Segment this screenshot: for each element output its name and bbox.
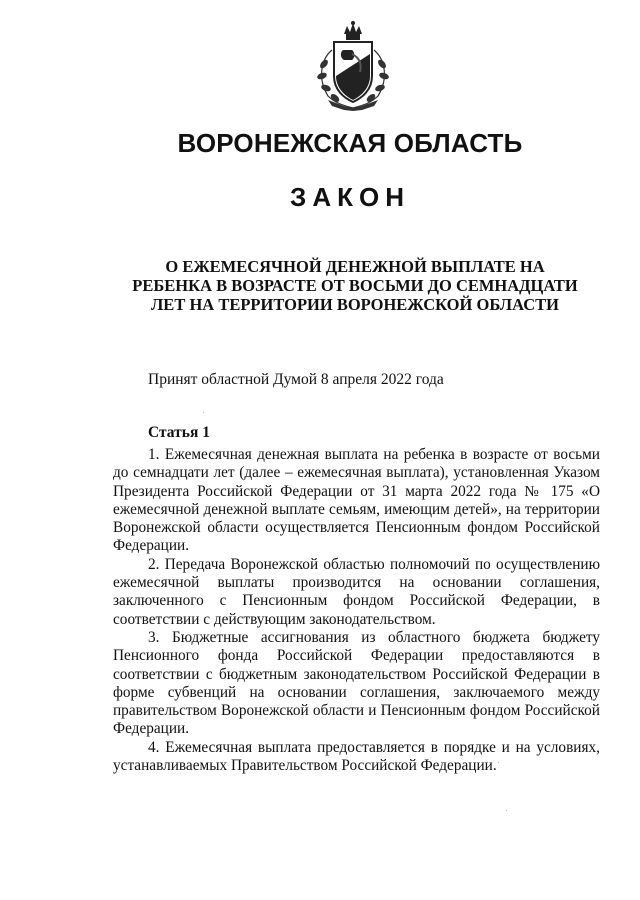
article-paragraph-4: 4. Ежемесячная выплата предоставляется в порядке и на условиях, устанавливаемых Правительством Российской Федерации. xyxy=(113,738,600,775)
article-body xyxy=(113,446,600,775)
scan-speck xyxy=(506,810,507,811)
region-title: ВОРОНЕЖСКАЯ ОБЛАСТЬ xyxy=(177,128,523,158)
adoption-date: Принят областной Думой 8 апреля 2022 года xyxy=(148,371,444,388)
scan-speck xyxy=(498,762,499,763)
article-heading: Статья 1 xyxy=(148,424,210,441)
article-paragraph-3: 3. Бюджетные ассигнования из областного бюджета бюджету Пенсионного фонда Российской Федерации предоставляются в соответствии с бюджетным законодательством Российской Федерации в форме субвенций на основании соглашения, заключаемого между правительством Воронежской области и Пенсионным фондом Российской Федерации. xyxy=(113,628,600,738)
article-paragraph-1: 1. Ежемесячная денежная выплата на ребенка в возрасте от восьми до семнадцати лет (далее – ежемесячная выплата), установленная Указом Президента Российской Федерации от 31 марта 2022 года № 175 «О ежемесячной денежной выплате семьям, имеющим детей», на территории Воронежской области осуществляется Пенсионным фондом Российской Федерации. xyxy=(113,446,600,555)
coat-of-arms-icon xyxy=(310,20,396,112)
article-paragraph-2: 2. Передача Воронежской областью полномочий по осуществлению ежемесячной выплаты производится на основании соглашения, заключенного с Пенсионным фондом Российской Федерации, в соответствии с действующим законодательством. xyxy=(113,555,600,628)
scan-speck xyxy=(203,412,204,413)
document-type: ЗАКОН xyxy=(290,182,410,212)
law-title: О ЕЖЕМЕСЯЧНОЙ ДЕНЕЖНОЙ ВЫПЛАТЕ НА РЕБЕНКА В ВОЗРАСТЕ ОТ ВОСЬМИ ДО СЕМНАДЦАТИ ЛЕТ НА ТЕРРИТОРИИ ВОРОНЕЖСКОЙ ОБЛАСТИ xyxy=(132,257,578,314)
